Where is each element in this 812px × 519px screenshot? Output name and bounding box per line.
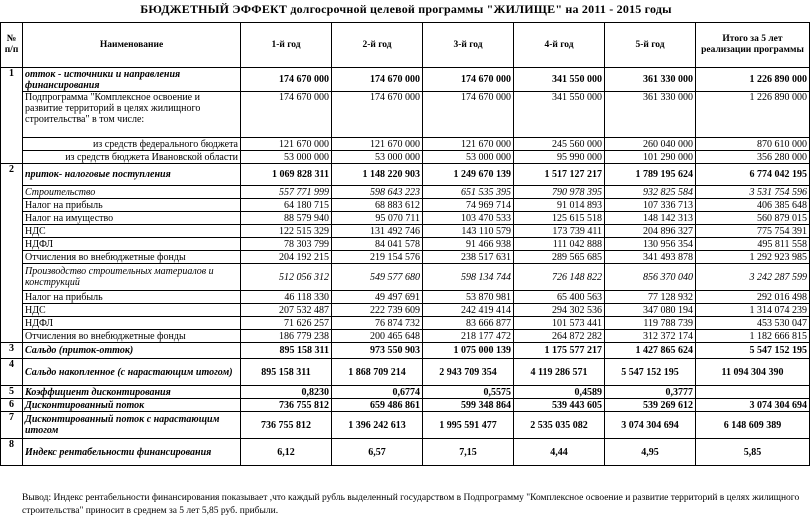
cell-year-1: 174 670 000 <box>241 68 332 92</box>
cell-year-3: 174 670 000 <box>423 68 514 92</box>
cell-year-3: 53 000 000 <box>423 151 514 164</box>
cell-year-5: 4,95 <box>605 439 696 466</box>
row-name: из средств федерального бюджета <box>23 138 241 151</box>
cell-year-1: 1 069 828 311 <box>241 164 332 186</box>
cell-year-2: 53 000 000 <box>332 151 423 164</box>
conclusion-text: Вывод: Индекс рентабельности финансирования показывает ,что каждый рубль выделенный государством в Подпрограмму "Комплексное освоение и развитие территорий в целях жилищного строительства" приносит в среднем за 5 лет 5,85 руб. прибыли. <box>22 493 800 516</box>
cell-year-5: 5 547 152 195 <box>605 359 696 386</box>
cell-year-4: 294 302 536 <box>514 304 605 317</box>
row-name: Коэффициент дисконтирования <box>23 386 241 399</box>
cell-total: 5 547 152 195 <box>696 343 810 359</box>
table-row <box>1 343 810 359</box>
cell-year-1: 174 670 000 <box>241 92 332 138</box>
cell-year-4: 790 978 395 <box>514 186 605 199</box>
cell-year-3: 7,15 <box>423 439 514 466</box>
row-name: НДФЛ <box>23 238 241 251</box>
table-row <box>1 304 810 317</box>
cell-year-4: 4 119 286 571 <box>514 359 605 386</box>
cell-year-2: 222 739 609 <box>332 304 423 317</box>
row-number: 4 <box>1 359 23 386</box>
cell-year-2: 973 550 903 <box>332 343 423 359</box>
table-row <box>1 317 810 330</box>
table-row <box>1 92 810 138</box>
row-name: Дисконтированный поток <box>23 399 241 412</box>
cell-year-4: 341 550 000 <box>514 92 605 138</box>
cell-year-5: 3 074 304 694 <box>605 412 696 439</box>
cell-year-4: 0,4589 <box>514 386 605 399</box>
cell-year-1: 122 515 329 <box>241 225 332 238</box>
cell-year-2: 174 670 000 <box>332 92 423 138</box>
row-name: Сальдо накопленное (с нарастающим итогом) <box>23 359 241 386</box>
table-row <box>1 212 810 225</box>
cell-year-3: 74 969 714 <box>423 199 514 212</box>
cell-year-3: 121 670 000 <box>423 138 514 151</box>
row-name: Производство строительных материалов и конструкций <box>23 264 241 291</box>
cell-year-1: 6,12 <box>241 439 332 466</box>
cell-total: 560 879 015 <box>696 212 810 225</box>
cell-year-2: 549 577 680 <box>332 264 423 291</box>
cell-year-5: 1 427 865 624 <box>605 343 696 359</box>
cell-year-1: 204 192 215 <box>241 251 332 264</box>
row-name: из средств бюджета Ивановской области <box>23 151 241 164</box>
cell-year-4: 111 042 888 <box>514 238 605 251</box>
cell-year-1: 557 771 999 <box>241 186 332 199</box>
cell-year-3: 242 419 414 <box>423 304 514 317</box>
cell-year-3: 103 470 533 <box>423 212 514 225</box>
cell-year-1: 207 532 487 <box>241 304 332 317</box>
cell-year-2: 1 396 242 613 <box>332 412 423 439</box>
cell-year-5: 77 128 932 <box>605 291 696 304</box>
cell-year-4: 1 175 577 217 <box>514 343 605 359</box>
budget-effect-table <box>0 22 810 466</box>
header-year-1: 1-й год <box>241 23 332 68</box>
cell-year-3: 218 177 472 <box>423 330 514 343</box>
cell-year-2: 659 486 861 <box>332 399 423 412</box>
cell-year-4: 1 517 127 217 <box>514 164 605 186</box>
row-name: Налог на прибыль <box>23 291 241 304</box>
cell-year-1: 121 670 000 <box>241 138 332 151</box>
table-row <box>1 359 810 386</box>
table-row <box>1 164 810 186</box>
cell-year-2: 121 670 000 <box>332 138 423 151</box>
cell-total: 870 610 000 <box>696 138 810 151</box>
cell-year-2: 174 670 000 <box>332 68 423 92</box>
cell-year-5: 148 142 313 <box>605 212 696 225</box>
table-body <box>1 68 810 466</box>
cell-year-2: 219 154 576 <box>332 251 423 264</box>
table-row <box>1 386 810 399</box>
cell-year-5: 361 330 000 <box>605 68 696 92</box>
cell-year-2: 0,6774 <box>332 386 423 399</box>
cell-year-1: 64 180 715 <box>241 199 332 212</box>
cell-year-5: 312 372 174 <box>605 330 696 343</box>
cell-year-4: 539 443 605 <box>514 399 605 412</box>
cell-year-3: 1 249 670 139 <box>423 164 514 186</box>
cell-year-5: 932 825 584 <box>605 186 696 199</box>
cell-total: 775 754 391 <box>696 225 810 238</box>
cell-year-5: 347 080 194 <box>605 304 696 317</box>
cell-year-3: 0,5575 <box>423 386 514 399</box>
row-name: Дисконтированный поток с нарастающим итогом <box>23 412 241 439</box>
table-row <box>1 412 810 439</box>
row-number: 7 <box>1 412 23 439</box>
cell-year-3: 599 348 864 <box>423 399 514 412</box>
cell-year-5: 119 788 739 <box>605 317 696 330</box>
header-number: № п/п <box>1 23 23 68</box>
row-name: НДС <box>23 304 241 317</box>
cell-year-5: 1 789 195 624 <box>605 164 696 186</box>
cell-total: 3 531 754 596 <box>696 186 810 199</box>
cell-year-1: 0,8230 <box>241 386 332 399</box>
cell-year-5: 101 290 000 <box>605 151 696 164</box>
cell-year-1: 78 303 799 <box>241 238 332 251</box>
cell-year-5: 107 336 713 <box>605 199 696 212</box>
row-number: 5 <box>1 386 23 399</box>
cell-year-4: 245 560 000 <box>514 138 605 151</box>
row-name: Отчисления во внебюджетные фонды <box>23 251 241 264</box>
row-name: Индекс рентабельности финансирования <box>23 439 241 466</box>
table-header-row <box>1 23 810 68</box>
cell-total: 6 148 609 389 <box>696 412 810 439</box>
row-number: 1 <box>1 68 23 164</box>
cell-year-4: 341 550 000 <box>514 68 605 92</box>
cell-year-1: 895 158 311 <box>241 343 332 359</box>
cell-year-2: 95 070 711 <box>332 212 423 225</box>
table-row <box>1 138 810 151</box>
header-year-4: 4-й год <box>514 23 605 68</box>
cell-year-3: 238 517 631 <box>423 251 514 264</box>
cell-year-3: 651 535 395 <box>423 186 514 199</box>
cell-year-2: 6,57 <box>332 439 423 466</box>
cell-year-4: 264 872 282 <box>514 330 605 343</box>
cell-year-5: 204 896 327 <box>605 225 696 238</box>
cell-total: 1 314 074 239 <box>696 304 810 317</box>
cell-total: 1 182 666 815 <box>696 330 810 343</box>
cell-year-4: 101 573 441 <box>514 317 605 330</box>
cell-total: 11 094 304 390 <box>696 359 810 386</box>
row-name: НДС <box>23 225 241 238</box>
cell-total: 406 385 648 <box>696 199 810 212</box>
cell-year-2: 84 041 578 <box>332 238 423 251</box>
cell-year-5: 539 269 612 <box>605 399 696 412</box>
cell-year-5: 0,3777 <box>605 386 696 399</box>
cell-total: 3 242 287 599 <box>696 264 810 291</box>
row-name: НДФЛ <box>23 317 241 330</box>
table-row <box>1 151 810 164</box>
header-year-3: 3-й год <box>423 23 514 68</box>
header-year-2: 2-й год <box>332 23 423 68</box>
cell-total: 1 226 890 000 <box>696 92 810 138</box>
cell-year-2: 1 148 220 903 <box>332 164 423 186</box>
cell-year-1: 53 000 000 <box>241 151 332 164</box>
row-name: Отчисления во внебюджетные фонды <box>23 330 241 343</box>
cell-year-2: 76 874 732 <box>332 317 423 330</box>
cell-year-5: 260 040 000 <box>605 138 696 151</box>
cell-year-5: 856 370 040 <box>605 264 696 291</box>
cell-year-2: 598 643 223 <box>332 186 423 199</box>
header-total: Итого за 5 лет реализации программы <box>696 23 810 68</box>
table-row <box>1 291 810 304</box>
cell-year-2: 200 465 648 <box>332 330 423 343</box>
cell-year-3: 83 666 877 <box>423 317 514 330</box>
table-row <box>1 251 810 264</box>
cell-year-1: 895 158 311 <box>241 359 332 386</box>
cell-year-4: 173 739 411 <box>514 225 605 238</box>
cell-year-1: 736 755 812 <box>241 399 332 412</box>
cell-year-5: 341 493 878 <box>605 251 696 264</box>
cell-total: 6 774 042 195 <box>696 164 810 186</box>
cell-year-2: 49 497 691 <box>332 291 423 304</box>
cell-year-4: 726 148 822 <box>514 264 605 291</box>
table-row <box>1 225 810 238</box>
cell-year-1: 71 626 257 <box>241 317 332 330</box>
cell-year-4: 91 014 893 <box>514 199 605 212</box>
cell-total: 3 074 304 694 <box>696 399 810 412</box>
cell-total: 1 226 890 000 <box>696 68 810 92</box>
cell-year-3: 143 110 579 <box>423 225 514 238</box>
table-row <box>1 68 810 92</box>
page-title: БЮДЖЕТНЫЙ ЭФФЕКТ долгосрочной целевой программы "ЖИЛИЩЕ" на 2011 - 2015 годы <box>140 2 672 16</box>
header-name: Наименование <box>23 23 241 68</box>
row-number: 6 <box>1 399 23 412</box>
table-row <box>1 264 810 291</box>
row-name: Налог на имущество <box>23 212 241 225</box>
cell-total: 356 280 000 <box>696 151 810 164</box>
cell-year-2: 68 883 612 <box>332 199 423 212</box>
cell-year-1: 186 779 238 <box>241 330 332 343</box>
row-name: Сальдо (приток-отток) <box>23 343 241 359</box>
cell-year-3: 53 870 981 <box>423 291 514 304</box>
cell-year-3: 91 466 938 <box>423 238 514 251</box>
cell-year-3: 1 995 591 477 <box>423 412 514 439</box>
cell-year-2: 1 868 709 214 <box>332 359 423 386</box>
table-row <box>1 439 810 466</box>
cell-year-3: 1 075 000 139 <box>423 343 514 359</box>
cell-total <box>696 386 810 399</box>
cell-total: 453 530 047 <box>696 317 810 330</box>
cell-year-4: 289 565 685 <box>514 251 605 264</box>
cell-year-4: 65 400 563 <box>514 291 605 304</box>
header-year-5: 5-й год <box>605 23 696 68</box>
cell-year-4: 4,44 <box>514 439 605 466</box>
row-name: отток - источники и направления финансирования <box>23 68 241 92</box>
cell-total: 1 292 923 985 <box>696 251 810 264</box>
cell-year-1: 88 579 940 <box>241 212 332 225</box>
cell-year-5: 130 956 354 <box>605 238 696 251</box>
row-name: Подпрограмма "Комплексное освоение и развитие территорий в целях жилищного строительства" в том числе: <box>23 92 241 138</box>
cell-total: 5,85 <box>696 439 810 466</box>
cell-year-2: 131 492 746 <box>332 225 423 238</box>
cell-year-3: 174 670 000 <box>423 92 514 138</box>
cell-total: 292 016 498 <box>696 291 810 304</box>
table-row <box>1 399 810 412</box>
row-name: Налог на прибыль <box>23 199 241 212</box>
cell-year-3: 2 943 709 354 <box>423 359 514 386</box>
cell-year-3: 598 134 744 <box>423 264 514 291</box>
table-row <box>1 330 810 343</box>
cell-year-4: 95 990 000 <box>514 151 605 164</box>
table-row <box>1 238 810 251</box>
row-name: Строительство <box>23 186 241 199</box>
cell-year-1: 736 755 812 <box>241 412 332 439</box>
row-name: приток- налоговые поступления <box>23 164 241 186</box>
table-row <box>1 186 810 199</box>
row-number: 3 <box>1 343 23 359</box>
cell-year-1: 46 118 330 <box>241 291 332 304</box>
row-number: 2 <box>1 164 23 343</box>
row-number: 8 <box>1 439 23 466</box>
table-row <box>1 199 810 212</box>
cell-year-5: 361 330 000 <box>605 92 696 138</box>
cell-total: 495 811 558 <box>696 238 810 251</box>
cell-year-1: 512 056 312 <box>241 264 332 291</box>
cell-year-4: 2 535 035 082 <box>514 412 605 439</box>
cell-year-4: 125 615 518 <box>514 212 605 225</box>
